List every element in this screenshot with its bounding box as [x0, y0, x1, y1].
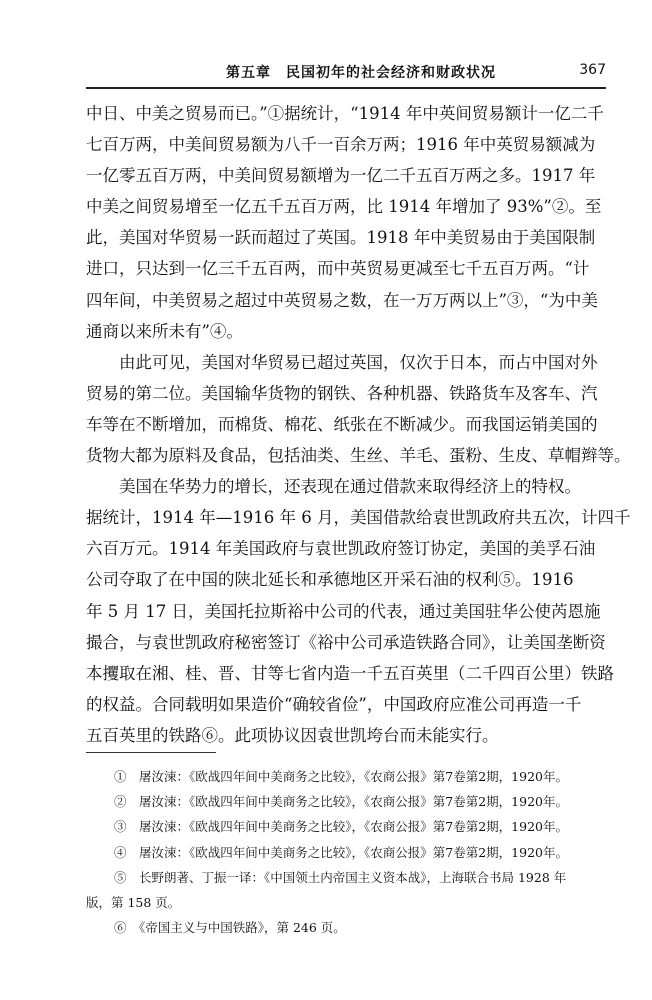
page-number: 367: [579, 62, 606, 78]
body-line: 撮合，与袁世凯政府秘密签订《裕中公司承造铁路合同》，让美国垄断资: [86, 632, 606, 652]
body-line: 车等在不断增加，而棉货、棉花、纸张在不断减少。而我国运销美国的: [86, 414, 598, 434]
footnote: ⑥ 《帝国主义与中国铁路》，第 246 页。: [114, 920, 346, 936]
body-text: [86, 98, 631, 751]
body-line: 货物大都为原料及食品，包括油类、生丝、羊毛、蛋粉、生皮、草帽辫等。: [86, 446, 631, 466]
body-line: 五百英里的铁路⑥。此项协议因袁世凯垮台而未能实行。: [86, 725, 499, 745]
footnotes: [86, 764, 620, 940]
chapter-title: 第五章 民国初年的社会经济和财政状况: [226, 65, 496, 81]
body-line: 中日、中美之贸易而已。”①据统计，“1914 年中英间贸易额计一亿二千: [86, 104, 604, 123]
footnote-continuation: 版，第 158 页。: [86, 894, 181, 910]
footnote: ④ 屠汝涑：《欧战四年间中美商务之比较》，《农商公报》第7卷第2期，1920年。: [114, 844, 568, 860]
body-line: 四年间，中美贸易之超过中英贸易之数，在一万万两以上”③，“为中美: [86, 290, 598, 310]
footnote: ⑤ 长野朗著、丁振一译：《中国领土内帝国主义资本战》，上海联合书局 1928 年: [114, 869, 567, 885]
footnote: ① 屠汝涑：《欧战四年间中美商务之比较》，《农商公报》第7卷第2期，1920年。: [114, 769, 568, 784]
body-line: 的权益。合同载明如果造价“确较省俭”，中国政府应准公司再造一千: [86, 694, 582, 714]
body-line: 六百万元。1914 年美国政府与袁世凯政府签订协定，美国的美孚石油: [86, 539, 596, 559]
body-line: 一亿零五百万两，中美间贸易额增为一亿二千五百万两之多。1917 年: [86, 166, 596, 186]
footnote-separator: [86, 752, 216, 753]
body-line: 进口，只达到一亿三千五百两，而中英贸易更减至七千五百万两。“计: [86, 259, 590, 279]
body-line: 通商以来所未有”④。: [86, 321, 243, 341]
body-line: 中美之间贸易增至一亿五千五百万两，比 1914 年增加了 93%”②。至: [86, 197, 602, 217]
body-line: 美国在华势力的增长，还表现在通过借款来取得经济上的特权。: [86, 477, 581, 497]
body-line: 年 5 月 17 日，美国托拉斯裕中公司的代表，通过美国驻华公使芮恩施: [86, 601, 601, 621]
body-line: 据统计，1914 年—1916 年 6 月，美国借款给袁世凯政府共五次，计四千: [86, 508, 631, 528]
footnote: ② 屠汝涑：《欧战四年间中美商务之比较》，《农商公报》第7卷第2期，1920年。: [114, 794, 568, 810]
body-line: 本攫取在湘、桂、晋、甘等七省内造一千五百英里（二千四百公里）铁路: [86, 663, 614, 683]
body-line: 此，美国对华贸易一跃而超过了英国。1918 年中美贸易由于美国限制: [86, 228, 596, 248]
footnote: ③ 屠汝涑：《欧战四年间中美商务之比较》，《农商公报》第7卷第2期，1920年。: [114, 819, 568, 835]
body-line: 七百万两，中美间贸易额为八千一百余万两；1916 年中英贸易额减为: [86, 135, 596, 155]
body-line: 贸易的第二位。美国输华货物的钢铁、各种机器、铁路货车及客车、汽: [86, 383, 598, 403]
body-line: 由此可见，美国对华贸易已超过英国，仅次于日本，而占中国对外: [86, 352, 598, 372]
body-line: 公司夺取了在中国的陕北延长和承德地区开采石油的权利⑤。1916: [86, 570, 574, 590]
header-rule: [86, 87, 606, 89]
page-header: [86, 60, 606, 86]
